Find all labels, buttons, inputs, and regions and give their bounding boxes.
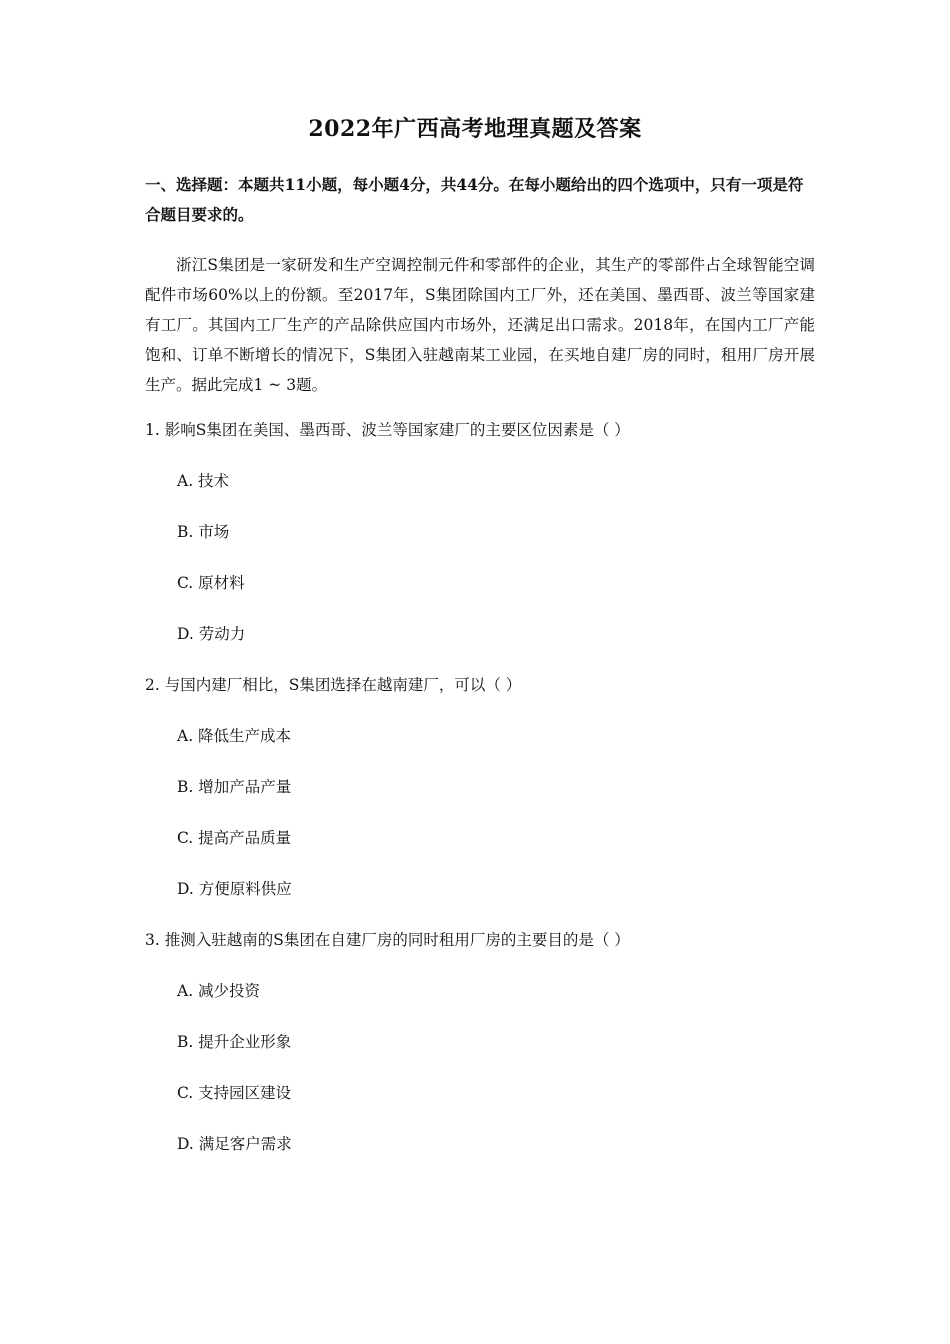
question-3-option-c: C. 支持园区建设 bbox=[177, 1084, 292, 1102]
question-2-option-a: A. 降低生产成本 bbox=[177, 727, 292, 745]
question-1-option-b: B. 市场 bbox=[177, 523, 230, 541]
question-2-option-d: D. 方便原料供应 bbox=[177, 880, 292, 898]
question-1-stem: 1. 影响S集团在美国、墨西哥、波兰等国家建厂的主要区位因素是（ ） bbox=[145, 421, 630, 439]
question-2-option-b: B. 增加产品产量 bbox=[177, 778, 292, 796]
question-3-option-b: B. 提升企业形象 bbox=[177, 1033, 292, 1051]
reading-passage: 浙江S集团是一家研发和生产空调控制元件和零部件的企业，其生产的零部件占全球智能空调配件市场60%以上的份额。至2017年，S集团除国内工厂外，还在美国、墨西哥、波兰等国家建有工厂。其国内工厂生产的产品除供应国内市场外，还满足出口需求。2018年，在国内工厂产能饱和、订单不断增长的情况下，S集团入驻越南某工业园，在买地自建厂房的同时，租用厂房开展生产。据此完成1 ~ 3题。 bbox=[145, 256, 815, 394]
section-heading: 一、选择题：本题共11小题，每小题4分，共44分。在每小题给出的四个选项中，只有一项是符合题目要求的。 bbox=[145, 175, 804, 224]
question-3-option-d: D. 满足客户需求 bbox=[177, 1135, 292, 1153]
question-3-stem: 3. 推测入驻越南的S集团在自建厂房的同时租用厂房的主要目的是（ ） bbox=[145, 931, 630, 949]
question-2-option-c: C. 提高产品质量 bbox=[177, 829, 292, 847]
question-1-option-a: A. 技术 bbox=[177, 472, 230, 490]
question-3-option-a: A. 减少投资 bbox=[177, 982, 261, 1000]
page-title: 2022年广西高考地理真题及答案 bbox=[308, 116, 642, 142]
question-1-option-d: D. 劳动力 bbox=[177, 625, 246, 643]
question-1-option-c: C. 原材料 bbox=[177, 574, 245, 592]
question-2-stem: 2. 与国内建厂相比，S集团选择在越南建厂，可以（ ） bbox=[145, 676, 522, 694]
